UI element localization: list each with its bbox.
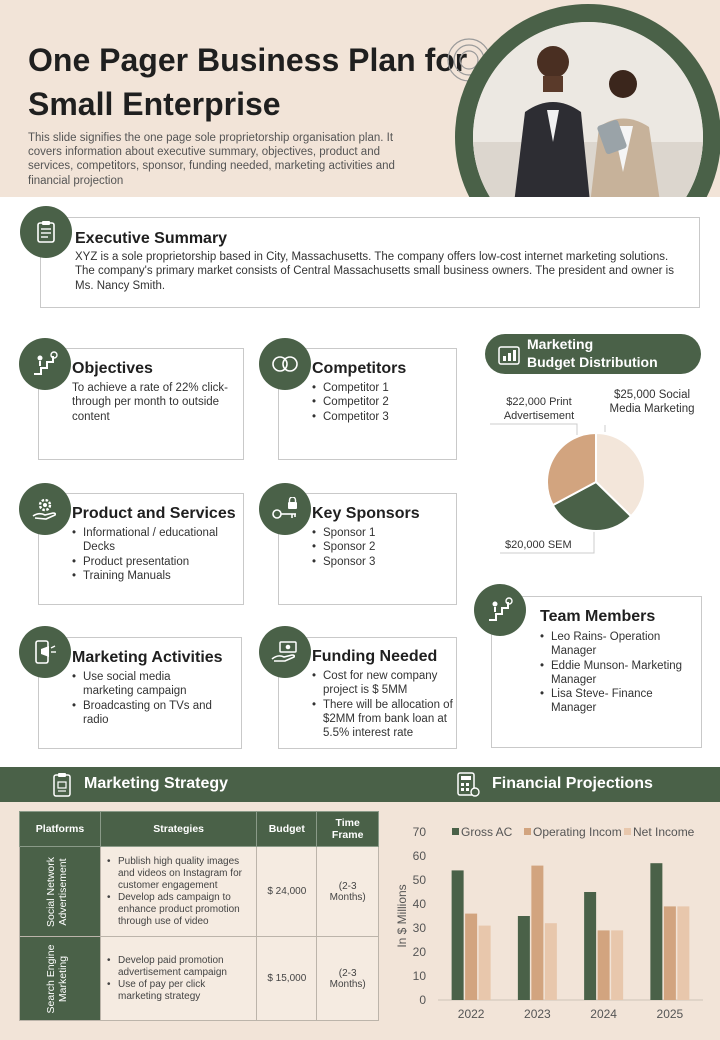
financial-calculator-icon bbox=[456, 771, 480, 799]
budget-cell: $ 15,000 bbox=[257, 937, 317, 1021]
pie-label-social-line2: Media Marketing bbox=[609, 403, 695, 415]
column-header: Strategies bbox=[101, 812, 257, 847]
list-item: • Product presentation bbox=[72, 555, 232, 569]
budget-pie-chart bbox=[480, 380, 710, 560]
funding-needed-list bbox=[312, 669, 454, 740]
platform-label: Social Network Advertisement bbox=[45, 856, 69, 927]
financial-projections-chart bbox=[388, 815, 710, 1030]
y-tick-label: 10 bbox=[412, 969, 426, 983]
gear-hand-icon bbox=[19, 483, 71, 535]
strategies-cell bbox=[101, 847, 257, 937]
y-tick-label: 70 bbox=[412, 825, 426, 839]
strategies-list bbox=[107, 955, 250, 1003]
header-banner bbox=[0, 0, 720, 197]
bar-operating-incom-2025 bbox=[664, 906, 676, 1000]
list-item: • Informational / educational Decks bbox=[72, 526, 232, 555]
bar-gross-ac-2025 bbox=[650, 863, 662, 1000]
people-photo-illustration bbox=[473, 22, 703, 197]
list-item: • Sponsor 2 bbox=[312, 540, 452, 554]
column-header: Budget bbox=[257, 812, 317, 847]
bar-net-income-2024 bbox=[611, 930, 623, 1000]
list-item: • Use of pay per click marketing strategy bbox=[107, 979, 250, 1003]
pie-leader-sem bbox=[500, 531, 594, 553]
list-item: • Publish high quality images and videos on Instagram for customer engagement bbox=[107, 856, 250, 892]
y-tick-label: 60 bbox=[412, 849, 426, 863]
funding-needed-title: Funding Needed bbox=[312, 648, 438, 665]
list-item: • Develop paid promotion advertisement campaign bbox=[107, 955, 250, 979]
list-item: • Leo Rains- Operation Manager bbox=[540, 630, 690, 659]
strategies-cell bbox=[101, 937, 257, 1021]
marketing-activities-list bbox=[72, 670, 212, 727]
time-frame-cell: (2-3 Months) bbox=[317, 847, 379, 937]
list-item: • Competitor 3 bbox=[312, 410, 452, 424]
bar-net-income-2023 bbox=[545, 923, 557, 1000]
table-row bbox=[20, 847, 379, 937]
legend-swatch bbox=[524, 828, 531, 835]
list-item: • Cost for new company project is $ 5MM bbox=[312, 669, 454, 698]
marketing-activities-title: Marketing Activities bbox=[72, 649, 223, 666]
legend-label: Net Income bbox=[633, 825, 695, 839]
team-members-title: Team Members bbox=[540, 608, 656, 625]
table-row bbox=[20, 937, 379, 1021]
list-item: • Broadcasting on TVs and radio bbox=[72, 699, 212, 728]
legend-swatch bbox=[624, 828, 631, 835]
executive-summary-title: Executive Summary bbox=[75, 230, 228, 247]
time-frame-cell: (2-3 Months) bbox=[317, 937, 379, 1021]
y-tick-label: 40 bbox=[412, 897, 426, 911]
objectives-title: Objectives bbox=[72, 360, 153, 377]
list-item: • Eddie Munson- Marketing Manager bbox=[540, 659, 690, 688]
marketing-budget-title-line1: Marketing bbox=[527, 336, 594, 352]
bar-gross-ac-2024 bbox=[584, 892, 596, 1000]
x-tick-label: 2024 bbox=[590, 1007, 617, 1021]
clipboard-icon bbox=[20, 206, 72, 258]
bar-gross-ac-2022 bbox=[452, 870, 464, 1000]
platform-cell bbox=[20, 847, 101, 937]
bar-operating-incom-2024 bbox=[598, 930, 610, 1000]
y-tick-label: 30 bbox=[412, 921, 426, 935]
key-sponsors-title: Key Sponsors bbox=[312, 505, 420, 522]
table-header-row bbox=[20, 812, 379, 847]
bar-net-income-2022 bbox=[479, 926, 491, 1000]
stairs-goal-icon bbox=[19, 338, 71, 390]
competitors-list bbox=[312, 381, 452, 424]
list-item: • Sponsor 3 bbox=[312, 555, 452, 569]
team-photo bbox=[455, 4, 720, 197]
team-members-list bbox=[540, 630, 690, 716]
list-item: • Use social media marketing campaign bbox=[72, 670, 212, 699]
competitors-icon bbox=[259, 338, 311, 390]
x-tick-label: 2022 bbox=[457, 1007, 485, 1021]
pie-label-sem: $20,000 SEM bbox=[505, 539, 572, 551]
bar-operating-incom-2022 bbox=[465, 914, 477, 1000]
budget-chart-icon bbox=[498, 343, 520, 365]
marketing-strategy-title: Marketing Strategy bbox=[84, 775, 229, 792]
team-goal-icon bbox=[474, 584, 526, 636]
list-item: • Lisa Steve- Finance Manager bbox=[540, 687, 690, 716]
budget-cell: $ 24,000 bbox=[257, 847, 317, 937]
bar-gross-ac-2023 bbox=[518, 916, 530, 1000]
column-header: Platforms bbox=[20, 812, 101, 847]
list-item: • Competitor 2 bbox=[312, 395, 452, 409]
y-tick-label: 0 bbox=[419, 993, 426, 1007]
pie-label-print-line1: $22,000 Print bbox=[506, 396, 572, 408]
competitors-title: Competitors bbox=[312, 360, 407, 377]
legend-label: Gross AC bbox=[461, 825, 513, 839]
objectives-text: To achieve a rate of 22% click-through per month to outside content bbox=[72, 382, 228, 423]
marketing-budget-title-line2: Budget Distribution bbox=[527, 354, 658, 370]
bar-net-income-2025 bbox=[677, 906, 689, 1000]
financial-projections-title: Financial Projections bbox=[492, 775, 653, 792]
list-item: • Sponsor 1 bbox=[312, 526, 452, 540]
marketing-budget-header bbox=[485, 334, 701, 374]
page-description: This slide signifies the one page sole proprietorship organisation plan. It covers information about executive summary, objectives, product and services, competitors, sponsor, funding needed, marketing activities and financial projection bbox=[28, 132, 395, 187]
product-services-list bbox=[72, 526, 232, 583]
list-item: • Training Manuals bbox=[72, 569, 232, 583]
bar-operating-incom-2023 bbox=[531, 866, 543, 1000]
legend-label: Operating Incom bbox=[533, 825, 622, 839]
key-lock-icon bbox=[259, 483, 311, 535]
pie-leader-print bbox=[490, 424, 577, 435]
product-services-title: Product and Services bbox=[72, 505, 236, 522]
key-sponsors-list bbox=[312, 526, 452, 569]
legend-swatch bbox=[452, 828, 459, 835]
pie-label-social-line1: $25,000 Social bbox=[613, 389, 691, 401]
executive-summary-text: XYZ is a sole proprietorship based in City, Massachusetts. The company offers low-cost internet marketing solutions. The company's primary market consists of Central Massachusetts small business owners. The president and owner is Ms. Nancy Smith. bbox=[75, 251, 674, 292]
marketing-budget-title bbox=[527, 335, 658, 371]
phone-megaphone-icon bbox=[19, 626, 71, 678]
y-tick-label: 20 bbox=[412, 945, 426, 959]
x-tick-label: 2025 bbox=[656, 1007, 684, 1021]
list-item: • Develop ads campaign to enhance product promotion through use of video bbox=[107, 892, 250, 928]
list-item: • Competitor 1 bbox=[312, 381, 452, 395]
money-hand-icon bbox=[259, 626, 311, 678]
column-header: Time Frame bbox=[317, 812, 379, 847]
strategy-financial-band bbox=[0, 767, 720, 802]
strategies-list bbox=[107, 856, 250, 928]
strategy-document-icon bbox=[52, 772, 72, 798]
y-axis-label: In $ Millions bbox=[395, 884, 409, 948]
marketing-strategy-table bbox=[19, 811, 379, 1021]
platform-label: Search Engine Marketing bbox=[45, 944, 69, 1013]
platform-cell bbox=[20, 937, 101, 1021]
page-title: One Pager Business Plan for Small Enterprise bbox=[28, 42, 468, 122]
y-tick-label: 50 bbox=[412, 873, 426, 887]
x-tick-label: 2023 bbox=[524, 1007, 551, 1021]
pie-label-print-line2: Advertisement bbox=[503, 410, 575, 422]
list-item: • There will be allocation of $2MM from bank loan at 5.5% interest rate bbox=[312, 698, 454, 741]
